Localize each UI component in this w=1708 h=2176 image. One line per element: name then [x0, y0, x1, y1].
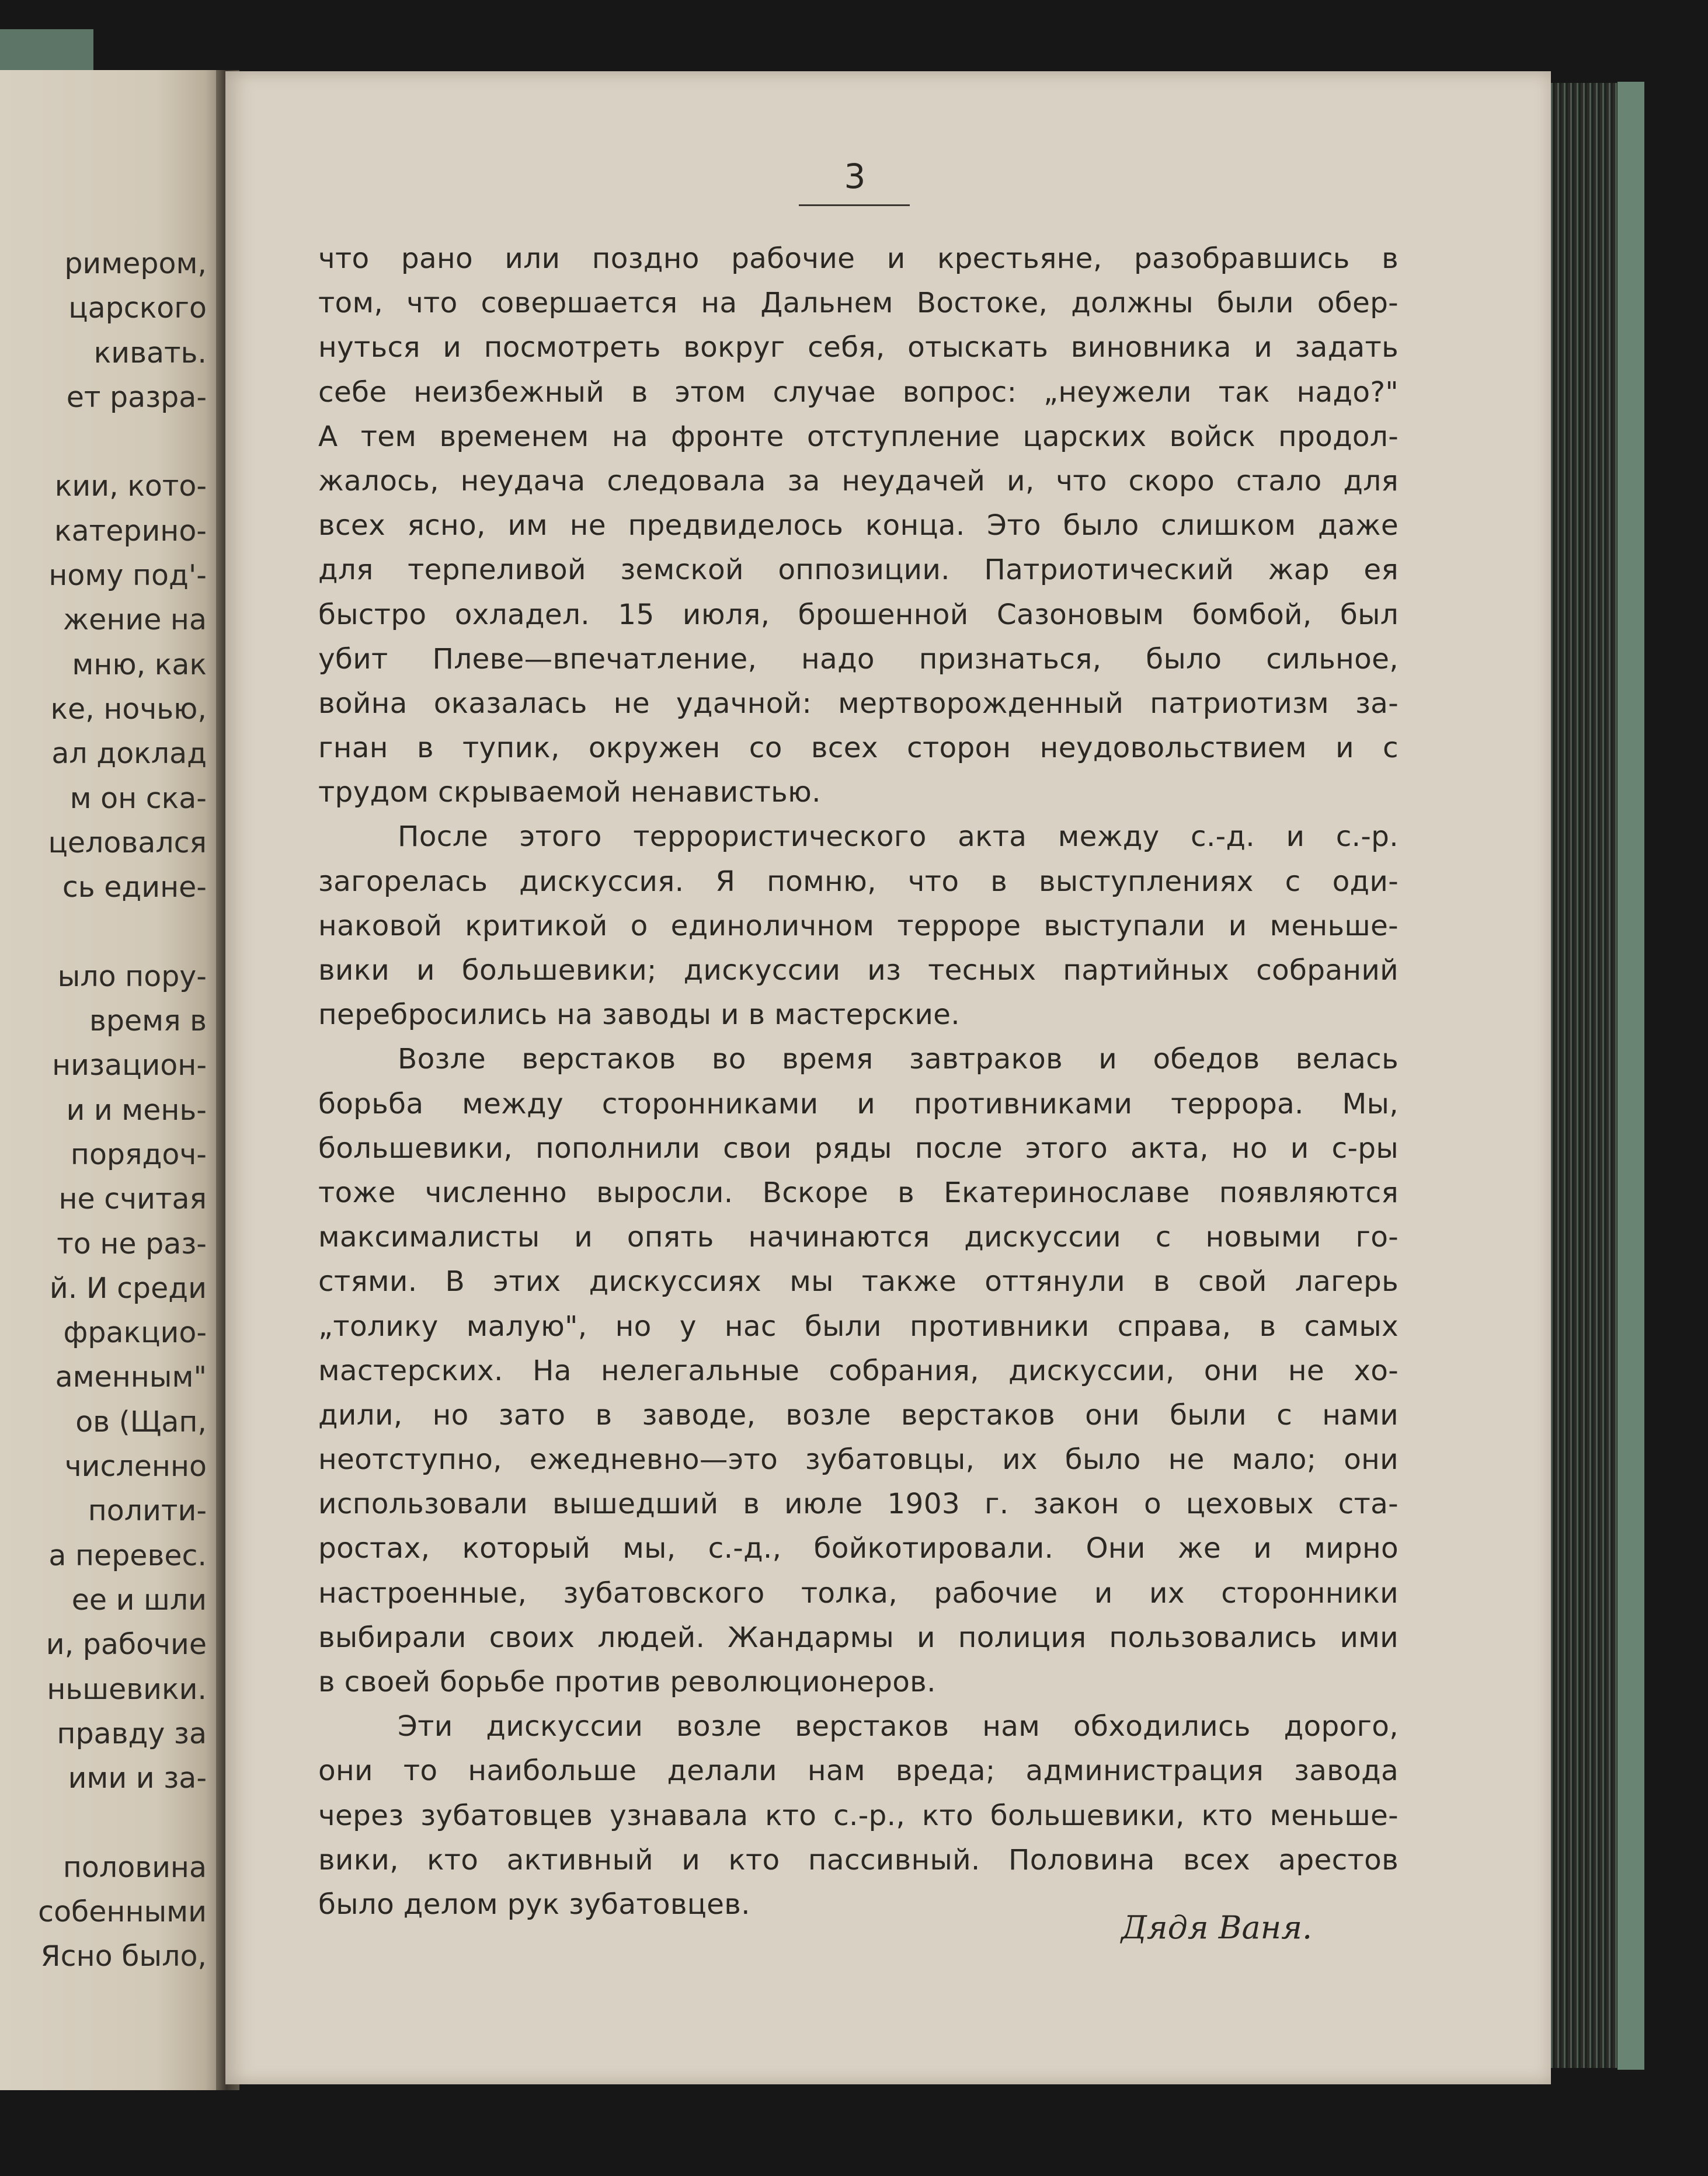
- left-text-line: собенными: [38, 1895, 207, 1928]
- text-line: война оказалась не удачной: мертворожденный патриотизм за-: [318, 687, 1399, 720]
- left-text-line: ному под'-: [48, 559, 207, 593]
- text-line: всех ясно, им не предвиделось конца. Это было слишком даже: [318, 509, 1399, 542]
- left-text-line: ньшевики.: [47, 1672, 207, 1706]
- text-line: А тем временем на фронте отступление царских войск продол-: [318, 420, 1399, 453]
- text-line: дили, но зато в заводе, возле верстаков они были с нами: [318, 1398, 1399, 1432]
- left-text-line: [0, 910, 207, 954]
- text-line: Возле верстаков во время завтраков и обедов велась: [398, 1043, 1399, 1076]
- left-text-line: ал доклад: [51, 737, 207, 771]
- left-text-line: целовался: [48, 826, 207, 859]
- text-line: выбирали своих людей. Жандармы и полиция пользовались ими: [318, 1621, 1399, 1654]
- text-line: максималисты и опять начинаются дискуссии с новыми го-: [318, 1221, 1399, 1254]
- text-line: гнан в тупик, окружен со всех сторон неудовольствием и с: [318, 732, 1399, 765]
- left-text-line: порядоч-: [70, 1137, 207, 1171]
- left-text-line: не считая: [58, 1182, 207, 1216]
- text-line: большевики, пополнили свои ряды после этого акта, но и с-ры: [318, 1131, 1399, 1165]
- text-line: наковой критикой о единоличном терроре выступали и меньше-: [318, 909, 1399, 942]
- left-text-line: ов (Щап,: [75, 1405, 207, 1439]
- left-text-line: то не раз-: [57, 1227, 207, 1261]
- text-line: быстро охладел. 15 июля, брошенной Сазоновым бомбой, был: [318, 598, 1399, 631]
- left-text-line: Ясно было,: [40, 1940, 207, 1973]
- text-line: вики и большевики; дискуссии из тесных партийных собраний: [318, 954, 1399, 987]
- left-text-line: римером,: [64, 247, 207, 280]
- left-page-text: [0, 242, 207, 1979]
- left-text-line: катерино-: [54, 514, 207, 548]
- text-line: было делом рук зубатовцев.: [318, 1888, 750, 1921]
- left-text-line: [0, 420, 207, 464]
- left-text-line: царского: [68, 291, 207, 325]
- left-text-line: аменным": [55, 1360, 207, 1394]
- text-line: вики, кто активный и кто пассивный. Половина всех арестов: [318, 1843, 1399, 1876]
- left-text-line: полити-: [88, 1494, 207, 1528]
- left-text-line: ее и шли: [71, 1583, 207, 1617]
- text-line: перебросились на заводы и в мастерские.: [318, 998, 960, 1032]
- left-text-line: жение на: [63, 603, 207, 637]
- left-text-line: ке, ночью,: [50, 692, 207, 726]
- text-line: стями. В этих дискуссиях мы также оттянули в свой лагерь: [318, 1265, 1399, 1298]
- text-line: жалось, неудача следовала за неудачей и, что скоро стало для: [318, 464, 1399, 497]
- left-text-line: м он ска-: [69, 781, 207, 815]
- left-text-line: [0, 1801, 207, 1845]
- text-line: убит Плеве—впечатление, надо признаться, было сильное,: [318, 642, 1399, 676]
- text-line: через зубатовцев узнавала кто с.-р., кто большевики, кто меньше-: [318, 1799, 1399, 1832]
- left-text-line: правду за: [57, 1717, 207, 1750]
- left-text-line: низацион-: [52, 1049, 207, 1082]
- text-line: Эти дискуссии возле верстаков нам обходились дорого,: [398, 1710, 1399, 1743]
- body-text: [318, 236, 1399, 1927]
- text-line: что рано или поздно рабочие и крестьяне, разобравшись в: [318, 242, 1399, 275]
- text-line: в своей борьбе против революционеров.: [318, 1666, 936, 1698]
- left-text-line: время в: [89, 1004, 207, 1038]
- text-line: том, что совершается на Дальнем Востоке, должны были обер-: [318, 287, 1399, 320]
- left-text-line: й. И среди: [49, 1271, 207, 1305]
- text-line: неотступно, ежедневно—это зубатовцы, их было не мало; они: [318, 1443, 1399, 1477]
- left-text-line: ет разра-: [66, 380, 207, 414]
- text-line: ростах, который мы, с.-д., бойкотировали. Они же и мирно: [318, 1532, 1399, 1565]
- left-text-line: фракцио-: [63, 1316, 207, 1350]
- text-line: загорелась дискуссия. Я помню, что в выступлениях с оди-: [318, 865, 1399, 898]
- text-line: нуться и посмотреть вокруг себя, отыскать виновника и задать: [318, 331, 1399, 364]
- text-line: трудом скрываемой ненавистью.: [318, 776, 821, 809]
- page-number: 3: [844, 156, 866, 196]
- left-text-line: ыло пору-: [57, 959, 207, 993]
- text-line: использовали вышедший в июле 1903 г. закон о цеховых ста-: [318, 1488, 1399, 1521]
- text-line: для терпеливой земской оппозиции. Патриотический жар ея: [318, 553, 1399, 587]
- text-line: тоже численно выросли. Вскоре в Екатеринославе появляются: [318, 1176, 1399, 1209]
- text-line: После этого террористического акта между с.-д. и с.-р.: [398, 820, 1399, 854]
- left-text-line: и, рабочие: [46, 1628, 207, 1662]
- left-cover-edge: [0, 29, 93, 70]
- text-line: они то наибольше делали нам вреда; администрация завода: [318, 1754, 1399, 1788]
- text-line: борьба между сторонниками и противниками террора. Мы,: [318, 1087, 1399, 1120]
- left-text-line: и и мень-: [66, 1093, 207, 1127]
- text-line: „толику малую", но у нас были противники справа, в самых: [318, 1310, 1399, 1343]
- text-line: мастерских. На нелегальные собрания, дискуссии, они не хо-: [318, 1354, 1399, 1387]
- left-page: [0, 70, 223, 2090]
- text-line: настроенные, зубатовского толка, рабочие и их сторонники: [318, 1576, 1399, 1610]
- left-text-line: половина: [62, 1850, 207, 1884]
- left-text-line: а перевес.: [48, 1538, 207, 1572]
- left-text-line: кии, кото-: [54, 469, 207, 503]
- text-line: себе неизбежный в этом случае вопрос: „неужели так надо?": [318, 375, 1399, 409]
- left-text-line: численно: [64, 1450, 207, 1484]
- signature: Дядя Ваня.: [1121, 1909, 1313, 1946]
- left-text-line: сь едине-: [62, 871, 207, 904]
- page-number-rule: [799, 204, 910, 206]
- left-text-line: мню, как: [72, 647, 207, 681]
- left-text-line: кивать.: [93, 336, 207, 370]
- right-cover-edge: [1617, 82, 1644, 2070]
- left-text-line: ими и за-: [68, 1761, 207, 1795]
